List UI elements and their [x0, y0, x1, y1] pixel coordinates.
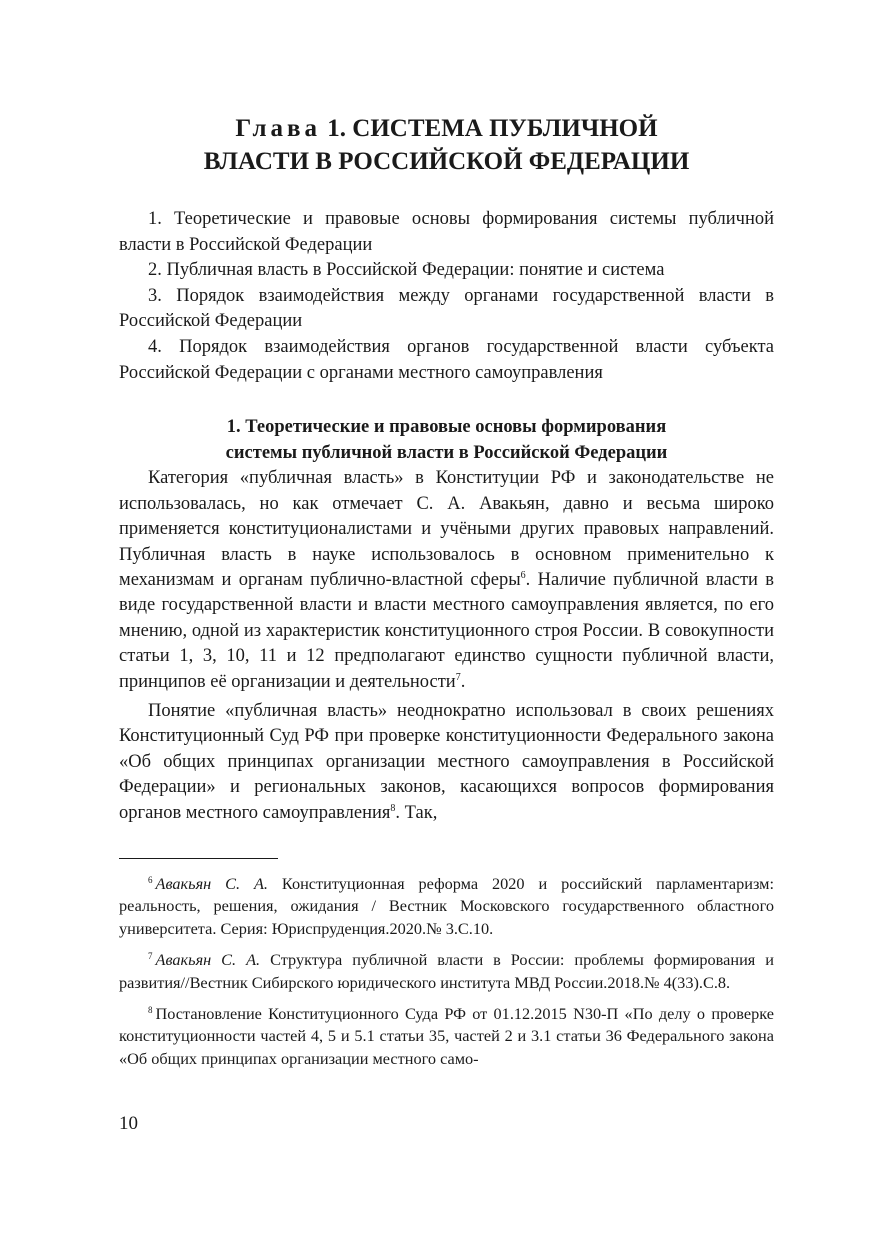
- footnote-8: [119, 1003, 774, 1070]
- footnote-number: 7: [148, 951, 153, 962]
- page-content: [119, 112, 774, 826]
- footnote-text: Постановление Конституционного Суда РФ от 01.12.2015 N30-П «По делу о проверке конституционности частей 4, 5 и 5.1 статьи 35, частей 2 и 3.1 статьи 36 Федерального закона «Об общих принципах организации местного само-: [119, 1004, 774, 1068]
- paragraph-text: . Наличие публичной власти в виде государственной власти и власти местного самоуправления является, по его мнению, одной из характеристик конституционного строя России. В совокупности статьи 1, 3, 10, 11 и 12 предполагают единство сущности публичной власти, принципов её организации и деятельности: [119, 569, 774, 692]
- paragraph-text: Понятие «публичная власть» неоднократно использовал в своих решениях Конституционный Суд РФ при проверке конституционности Федерального закона «Об общих принципах организации местного самоуправления в Российской Федерации» и региональных законов, касающихся вопросов формирования органов местного самоуправления: [119, 701, 774, 823]
- chapter-contents: [119, 207, 774, 386]
- footnote-text: Конституционная реформа 2020 и российский парламентаризм: реальность, решения, ожидания / Вестник Московского государственного областного университета. Серия: Юриспруденция.2020.№ 3.С.10.: [119, 874, 774, 938]
- footnote-number: 6: [148, 875, 153, 885]
- footnote-6: [119, 873, 774, 940]
- section-title: [119, 415, 774, 466]
- section-title-line2: системы публичной власти в Российской Федерации: [225, 442, 668, 463]
- footnote-number: 8: [148, 1005, 153, 1016]
- footnote-text: Структура публичной власти в России: проблемы формирования и развития//Вестник Сибирского юридического института МВД России.2018.№ 4(33).С.8.: [119, 950, 774, 992]
- section-title-line1: 1. Теоретические и правовые основы формирования: [226, 417, 667, 438]
- chapter-title-line2: ВЛАСТИ В РОССИЙСКОЙ ФЕДЕРАЦИИ: [203, 148, 690, 175]
- footnote-ref-8[interactable]: 8: [390, 802, 396, 814]
- chapter-title-line1: 1. СИСТЕМА ПУБЛИЧНОЙ: [327, 115, 658, 142]
- body-text: [119, 466, 774, 826]
- footnote-ref-6[interactable]: 6: [520, 569, 526, 581]
- toc-item: 1. Теоретические и правовые основы формирования системы публичной власти в Российской Федерации: [119, 209, 774, 255]
- paragraph-2: [119, 699, 774, 826]
- footnote-ref-7[interactable]: 7: [455, 671, 461, 683]
- paragraph-text: .: [460, 671, 466, 692]
- toc-item: 3. Порядок взаимодействия между органами государственной власти в Российской Федерации: [119, 285, 774, 332]
- footnote-author: Авакьян С. А.: [155, 950, 261, 970]
- footnote-author: Авакьян С. А.: [155, 874, 268, 893]
- paragraph-text: . Так,: [395, 802, 438, 823]
- toc-item: 2. Публичная власть в Российской Федерации: понятие и система: [148, 260, 665, 281]
- page-number: 10: [119, 1113, 138, 1134]
- paragraph-1: [119, 466, 774, 695]
- paragraph-text: Категория «публичная власть» в Конституции РФ и законодательстве не использовалась, но как отмечает С. А. Авакьян, давно и весьма широко применяется конституционалистами и учёными других правовых направлений. Публичная власть в науке использовалось в основном применительно к механизмам и органам публично-властной сферы: [119, 468, 774, 590]
- footnote-7: [119, 949, 774, 994]
- chapter-label: Глава: [235, 115, 322, 142]
- toc-item: 4. Порядок взаимодействия органов государственной власти субъекта Российской Федерации с органами местного самоуправления: [119, 336, 774, 383]
- footnotes: [119, 873, 774, 1079]
- chapter-title: [119, 112, 774, 178]
- footnote-divider: [119, 858, 278, 859]
